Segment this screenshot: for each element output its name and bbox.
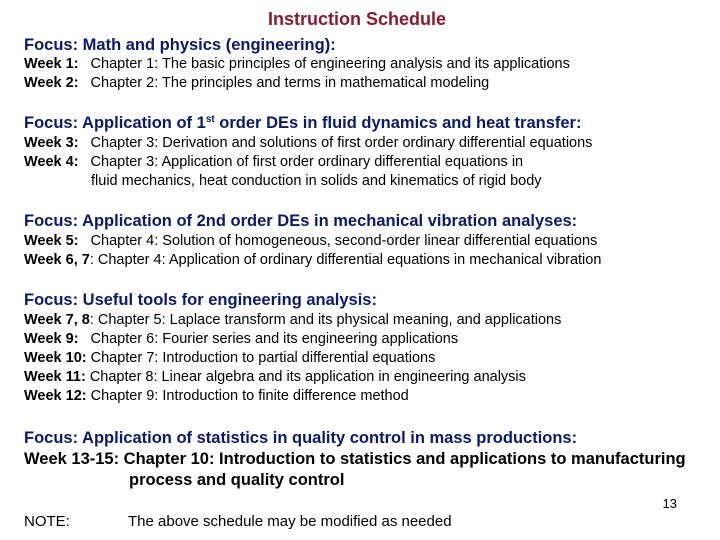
focus-2-text-b: order DEs in fluid dynamics and heat transfer: [214, 114, 582, 132]
note-text: The above schedule may be modified as needed [128, 513, 452, 530]
focus-2-superscript: st [205, 114, 215, 125]
week-3-label: Week 3: [24, 135, 79, 151]
week-5-text: Chapter 4: Solution of homogeneous, second-order linear differential equations [90, 233, 598, 249]
week-5-label: Week 5: [24, 233, 79, 249]
week-4-label: Week 4: [24, 154, 79, 170]
week-9-text: Chapter 6: Fourier series and its engineering applications [90, 331, 459, 347]
page-number: 13 [662, 496, 677, 511]
week-10-row [24, 350, 435, 366]
week-3-text: Chapter 3: Derivation and solutions of first order ordinary differential equations [90, 135, 593, 151]
week-2-label: Week 2: [24, 75, 79, 91]
week-2-row [24, 75, 489, 91]
week-11-label: Week 11: [24, 369, 86, 385]
week-12-row [24, 388, 409, 404]
week-7-8-text: : Chapter 5: Laplace transform and its physical meaning, and applications [89, 312, 562, 328]
week-9-row [24, 331, 458, 347]
focus-heading-math-physics: Focus: Math and physics (engineering): [24, 36, 336, 54]
week-13-15-continuation: process and quality control [129, 471, 345, 489]
week-1-label: Week 1: [24, 56, 79, 72]
focus-heading-useful-tools: Focus: Useful tools for engineering analysis: [24, 291, 377, 309]
week-7-8-label: Week 7, 8 [24, 312, 90, 328]
week-11-text: Chapter 8: Linear algebra and its application in engineering analysis [89, 369, 526, 385]
week-11-row [24, 369, 526, 385]
week-4-text: Chapter 3: Application of first order ordinary differential equations in [90, 154, 524, 170]
focus-heading-first-order-des [24, 114, 581, 133]
week-12-text: Chapter 9: Introduction to finite difference method [90, 388, 409, 404]
week-4-row [24, 154, 523, 170]
focus-2-text-a: Focus: Application of 1 [24, 114, 206, 132]
week-6-7-row [24, 252, 601, 268]
week-3-row [24, 135, 592, 151]
week-5-row [24, 233, 597, 249]
week-4-continuation: fluid mechanics, heat conduction in solids and kinematics of rigid body [91, 173, 542, 189]
slide-title: Instruction Schedule [267, 9, 447, 29]
week-13-15-row: Week 13-15: Chapter 10: Introduction to statistics and applications to manufacturing [24, 450, 686, 468]
note-label: NOTE: [24, 513, 70, 530]
week-6-7-label: Week 6, 7 [24, 252, 90, 268]
week-2-text: Chapter 2: The principles and terms in mathematical modeling [90, 75, 490, 91]
week-7-8-row [24, 312, 561, 328]
week-9-label: Week 9: [24, 331, 79, 347]
week-1-text: Chapter 1: The basic principles of engineering analysis and its applications [90, 56, 570, 72]
focus-heading-second-order-des: Focus: Application of 2nd order DEs in mechanical vibration analyses: [24, 212, 578, 230]
week-1-row [24, 56, 570, 72]
week-10-text: Chapter 7: Introduction to partial differential equations [90, 350, 436, 366]
week-10-label: Week 10: [24, 350, 87, 366]
week-6-7-text: : Chapter 4: Application of ordinary differential equations in mechanical vibration [89, 252, 602, 268]
focus-heading-statistics: Focus: Application of statistics in quality control in mass productions: [24, 429, 578, 447]
week-12-label: Week 12: [24, 388, 87, 404]
